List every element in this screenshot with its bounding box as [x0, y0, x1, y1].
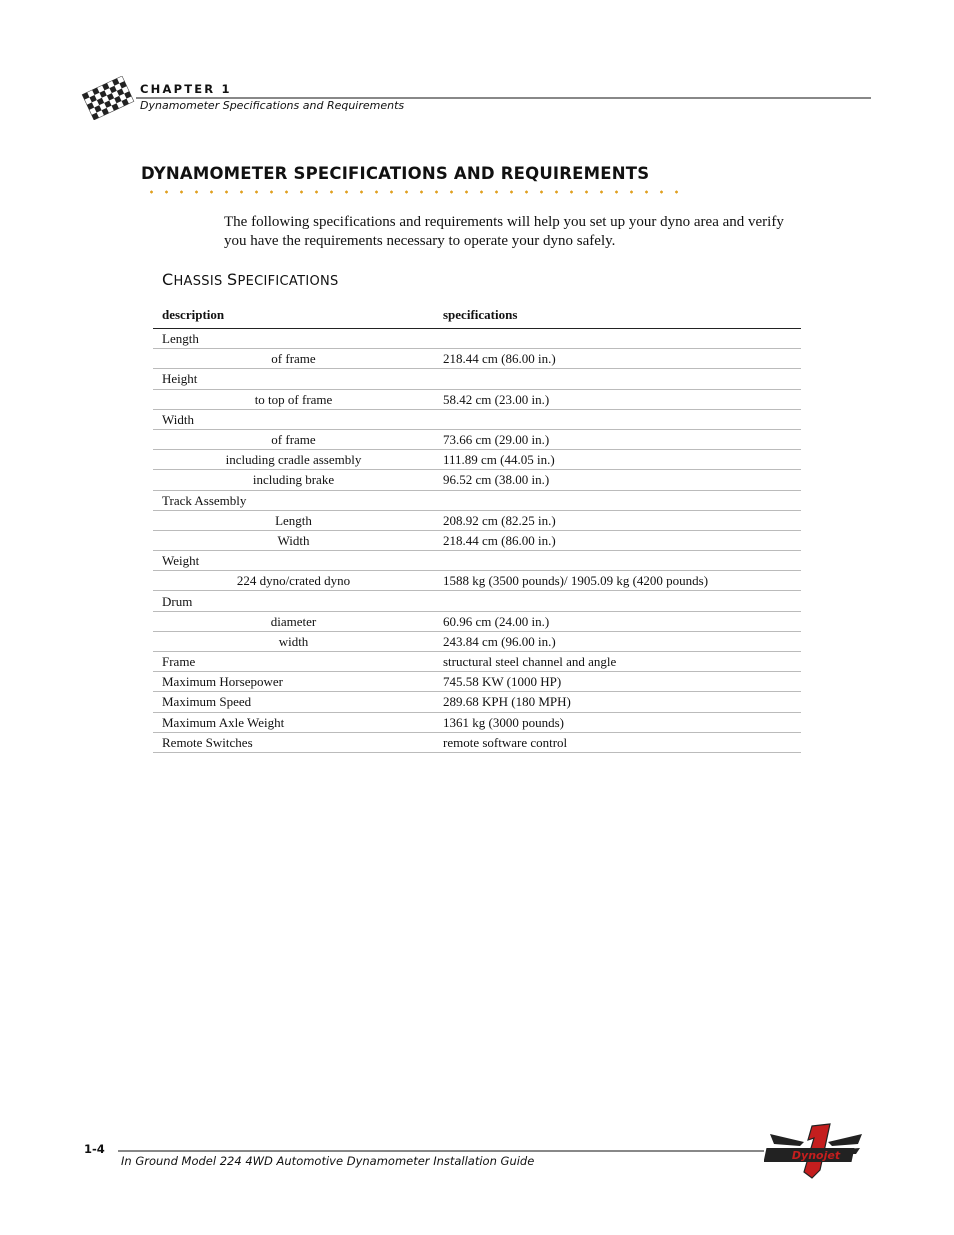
- row-description: including cradle assembly: [153, 450, 434, 470]
- row-description: Track Assembly: [153, 490, 434, 510]
- row-specification: [434, 409, 801, 429]
- checkered-flag-icon: [80, 76, 136, 120]
- chapter-label: CHAPTER 1: [140, 82, 232, 96]
- table-row: [153, 551, 801, 571]
- subsection-initial-1: C: [162, 270, 174, 289]
- table-row: [153, 369, 801, 389]
- row-description: Maximum Speed: [153, 692, 434, 712]
- table-row: [153, 631, 801, 651]
- intro-paragraph: The following specifications and requirements will help you set up your dyno area and verify you have the requirements necessary to operate your dyno safely.: [224, 214, 784, 249]
- table-row: [153, 389, 801, 409]
- table-row: [153, 652, 801, 672]
- table-row: [153, 591, 801, 611]
- row-specification: remote software control: [434, 732, 801, 752]
- table-row: [153, 712, 801, 732]
- table-header-row: [153, 306, 801, 329]
- table-row: [153, 409, 801, 429]
- table-row: [153, 611, 801, 631]
- row-description: Length: [153, 329, 434, 349]
- table-row: [153, 329, 801, 349]
- row-specification: 243.84 cm (96.00 in.): [434, 631, 801, 651]
- row-description: to top of frame: [153, 389, 434, 409]
- row-specification: 1361 kg (3000 pounds): [434, 712, 801, 732]
- row-specification: [434, 329, 801, 349]
- table-row: [153, 692, 801, 712]
- table-row: [153, 429, 801, 449]
- row-description: Width: [153, 409, 434, 429]
- row-specification: 58.42 cm (23.00 in.): [434, 389, 801, 409]
- row-specification: [434, 551, 801, 571]
- table-row: [153, 510, 801, 530]
- row-specification: 96.52 cm (38.00 in.): [434, 470, 801, 490]
- table-row: [153, 470, 801, 490]
- column-header-specifications: specifications: [434, 306, 801, 329]
- specifications-table: [153, 306, 801, 753]
- row-description: width: [153, 631, 434, 651]
- row-description: of frame: [153, 429, 434, 449]
- row-description: Length: [153, 510, 434, 530]
- table-row: [153, 571, 801, 591]
- row-specification: 60.96 cm (24.00 in.): [434, 611, 801, 631]
- dotted-divider: [144, 190, 684, 194]
- dynojet-logo: [764, 1122, 868, 1180]
- column-header-description: description: [153, 306, 434, 329]
- row-specification: 73.66 cm (29.00 in.): [434, 429, 801, 449]
- subsection-rest-2: PECIFICATIONS: [237, 274, 339, 289]
- logo-text: Dynojet: [791, 1149, 841, 1162]
- row-description: including brake: [153, 470, 434, 490]
- row-specification: 289.68 KPH (180 MPH): [434, 692, 801, 712]
- row-specification: 208.92 cm (82.25 in.): [434, 510, 801, 530]
- row-specification: 111.89 cm (44.05 in.): [434, 450, 801, 470]
- row-description: Maximum Horsepower: [153, 672, 434, 692]
- table-row: [153, 450, 801, 470]
- page-number: 1-4: [84, 1142, 105, 1156]
- row-description: Maximum Axle Weight: [153, 712, 434, 732]
- row-description: Frame: [153, 652, 434, 672]
- footer-rule: [118, 1150, 764, 1152]
- row-specification: 745.58 KW (1000 HP): [434, 672, 801, 692]
- subsection-heading: [162, 270, 339, 289]
- row-specification: 1588 kg (3500 pounds)/ 1905.09 kg (4200 pounds): [434, 571, 801, 591]
- header-subtitle: Dynamometer Specifications and Requirements: [140, 99, 405, 112]
- row-specification: [434, 490, 801, 510]
- subsection-initial-2: S: [226, 270, 238, 289]
- row-specification: [434, 369, 801, 389]
- row-description: Width: [153, 530, 434, 550]
- table-row: [153, 490, 801, 510]
- table-row: [153, 672, 801, 692]
- row-description: diameter: [153, 611, 434, 631]
- section-title: DYNAMOMETER SPECIFICATIONS AND REQUIREMENTS: [141, 164, 650, 183]
- footer-title: In Ground Model 224 4WD Automotive Dynamometer Installation Guide: [121, 1154, 535, 1168]
- table-row: [153, 349, 801, 369]
- subsection-rest-1: HASSIS: [173, 274, 227, 289]
- row-description: 224 dyno/crated dyno: [153, 571, 434, 591]
- row-specification: 218.44 cm (86.00 in.): [434, 349, 801, 369]
- table-row: [153, 530, 801, 550]
- row-description: of frame: [153, 349, 434, 369]
- row-description: Height: [153, 369, 434, 389]
- row-description: Drum: [153, 591, 434, 611]
- row-description: Weight: [153, 551, 434, 571]
- table-body: [153, 329, 801, 753]
- row-specification: 218.44 cm (86.00 in.): [434, 530, 801, 550]
- table-row: [153, 732, 801, 752]
- row-specification: [434, 591, 801, 611]
- row-description: Remote Switches: [153, 732, 434, 752]
- row-specification: structural steel channel and angle: [434, 652, 801, 672]
